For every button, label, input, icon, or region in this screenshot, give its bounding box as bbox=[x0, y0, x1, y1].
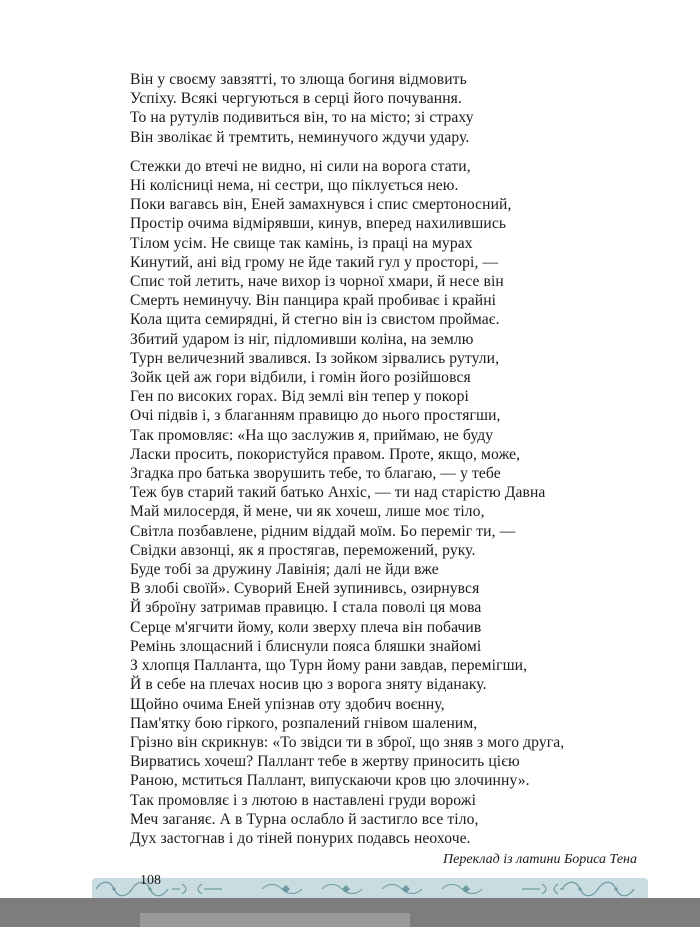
poem-line: Поки вагавсь він, Еней замахнувся і спис смертоносний, bbox=[130, 196, 512, 214]
poem-line: То на рутулів подивиться він, то на місто; зі страху bbox=[130, 109, 474, 127]
poem-line: Щойно очима Еней упізнав оту здобич воєнну, bbox=[130, 695, 445, 713]
poem-line: Пам'ятку бою гіркого, розпалений гнівом шаленим, bbox=[130, 714, 478, 732]
poem-line: Так промовляє і з лютою в наставлені груди ворожі bbox=[130, 791, 477, 809]
poem-line: Стежки до втечі не видно, ні сили на ворога стати, bbox=[130, 157, 471, 175]
poem-line: Спис той летить, наче вихор із чорної хмари, й несе він bbox=[130, 273, 504, 291]
poem-line: Ні колісниці нема, ні сестри, що піклується нею. bbox=[130, 177, 459, 195]
poem-line: Ген по високих горах. Від землі він тепер у покорі bbox=[130, 388, 469, 406]
page-number: 108 bbox=[140, 873, 161, 888]
poem-line: Й зброїну затримав правицю. І стала поволі ця мова bbox=[130, 599, 482, 617]
poem-line: Успіху. Всякі чергуються в серці його почування. bbox=[130, 90, 462, 108]
poem-line: Світла позбавлене, рідним віддай моїм. Бо переміг ти, — bbox=[130, 522, 516, 540]
poem-line: Теж був старий такий батько Анхіс, — ти над старістю Давна bbox=[130, 484, 546, 502]
poem-line: Свідки авзонці, як я простягав, переможений, руку. bbox=[130, 541, 476, 559]
poem-line: Так промовляє: «На що заслужив я, приймаю, не буду bbox=[130, 426, 494, 444]
poem-line: Кинутий, ані від грому не йде такий гул у просторі, — bbox=[130, 253, 499, 271]
poem-line: В злобі своїй». Суворий Еней зупинивсь, озирнувся bbox=[130, 580, 480, 598]
poem-line: Він у своєму завзятті, то злюща богиня відмовить bbox=[130, 71, 467, 88]
poem-line: З хлопця Палланта, що Турн йому рани завдав, перемігши, bbox=[130, 657, 528, 675]
poem-line: Він зволікає й тремтить, неминучого ждучи удару. bbox=[130, 128, 470, 146]
poem-line: Ремінь злощасний і блиснули пояса бляшки знайомі bbox=[130, 637, 482, 655]
poem-line: Буде тобі за дружину Лавінія; далі не йди вже bbox=[130, 561, 439, 579]
poem-line: Тілом усім. Не свище так камінь, із праці на мурах bbox=[130, 234, 473, 252]
poem-line: Май милосердя, й мене, чи як хочеш, лише моє тіло, bbox=[130, 503, 485, 521]
poem-line: Грізно він скрикнув: «То звідси ти в зброї, що зняв з мого друга, bbox=[130, 733, 565, 751]
poem-line: Меч заганяє. А в Турна ослабло й застигло все тіло, bbox=[130, 810, 479, 828]
poem-line: Раною, мститься Паллант, випускаючи кров цю злочинну». bbox=[130, 772, 530, 790]
poem-line: Ласки просить, покористуйся правом. Проте, якщо, може, bbox=[130, 445, 521, 463]
poem-line: Простір очима відмірявши, кинув, вперед нахилившись bbox=[130, 215, 507, 233]
stanza-1 bbox=[130, 70, 630, 147]
poem-line: Серце м'ягчити йому, коли зверху плеча він побачив bbox=[130, 618, 482, 636]
poem-line: Кола щита семирядні, й стегно він із свистом проймає. bbox=[130, 311, 500, 329]
poem-line: Згадка про батька зворушить тебе, то благаю, — у тебе bbox=[130, 465, 501, 483]
poem-line: Турн величезний звалився. Із зойком зірвались рутули, bbox=[130, 349, 500, 367]
footer-ornament-band bbox=[92, 878, 648, 900]
poem-line: Дух застогнав і до тіней понурих подавсь неохоче. bbox=[130, 829, 471, 847]
poem-line: Збитий ударом із ніг, підломивши коліна, на землю bbox=[130, 330, 474, 348]
poem-line: Очі підвів і, з благанням правицю до нього простягши, bbox=[130, 407, 501, 425]
poem-line: Смерть неминучу. Він панцира край пробиває і крайні bbox=[130, 292, 497, 310]
poem-line: Й в себе на плечах носив цю з ворога зняту віданаку. bbox=[130, 676, 487, 694]
poem-text bbox=[130, 70, 630, 848]
translator-credit: Переклад із латини Бориса Тена bbox=[443, 852, 637, 867]
scan-edge-highlight bbox=[140, 913, 410, 927]
poem-line: Вирватись хочеш? Паллант тебе в жертву приносить цією bbox=[130, 753, 520, 771]
ornament-pattern-icon bbox=[92, 878, 648, 900]
stanza-2 bbox=[130, 157, 630, 848]
poem-line: Зойк цей аж гори відбили, і гомін його розійшовся bbox=[130, 369, 471, 387]
